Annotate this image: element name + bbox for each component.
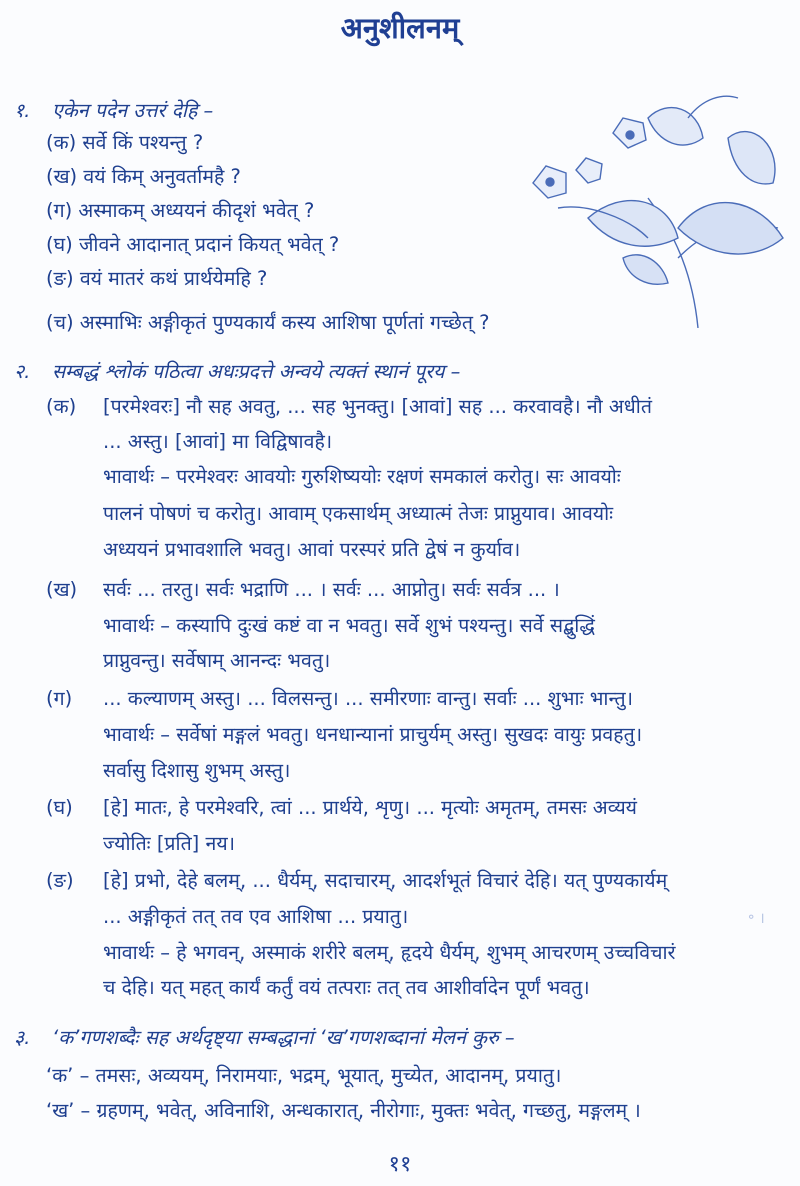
item-nga-label: (ङ) [46,869,74,892]
item-ka-line: [परमेश्वरः] नौ सह अवतु, ... सह भुनक्तु। [आवां] सह ... करवावहै। नौ अधीतं [103,395,652,418]
section-3-heading: ‘क’गणशब्दैः सह अर्थदृष्ट्या सम्बद्धानां ‘ख’गणशब्दानां मेलनं कुरु – [52,1026,515,1049]
item-ga-line: ... कल्याणम् अस्तु। ... विलसन्तु। ... समीरणाः वान्तु। सर्वाः ... शुभाः भान्तु। [103,687,633,710]
item-gha-line: [हे] मातः, हे परमेश्वरि, त्वां ... प्रार्थये, शृणु। ... मृत्योः अमृतम्, तमसः अव्ययं [103,796,637,819]
item-kha-line: प्राप्नुवन्तु। सर्वेषाम् आनन्दः भवतु। [103,649,331,672]
question-cha: (च) अस्माभिः अङ्गीकृतं पुण्यकार्यं कस्य आशिषा पूर्णतां गच्छेत् ? [46,311,490,334]
item-nga-line: भावार्थः – हे भगवन्, अस्माकं शरीरे बलम्, हृदये धैर्यम्, शुभम् आचरणम् उच्चविचारं [103,941,676,964]
item-kha-line: भावार्थः – कस्यापि दुःखं कष्टं वा न भवतु। सर्वे शुभं पश्यन्तु। सर्वे सद्बुद्धिं [103,614,595,637]
item-ka-line: ... अस्तु। [आवां] मा विद्विषावहै। [103,430,333,453]
page-title: अनुशीलनम् [340,11,460,45]
item-nga-line: ... अङ्गीकृतं तत् तव एव आशिषा ... प्रयातु। [103,905,409,928]
item-ga-line: सर्वासु दिशासु शुभम् अस्तु। [103,759,291,782]
item-ka-line: पालनं पोषणं च करोतु। आवाम् एकसार्थम् अध्यात्मं तेजः प्राप्नुयाव। आवयोः [103,502,614,525]
question-kha: (ख) वयं किम् अनुवर्तामहै ? [46,165,241,188]
item-nga-line: [हे] प्रभो, देहे बलम्, ... धैर्यम्, सदाचारम्, आदर्शभूतं विचारं देहि। यत् पुण्यकार्यम् [103,869,668,892]
question-ka: (क) सर्वे किं पश्यन्तु ? [46,131,204,154]
item-kha-label: (ख) [46,578,78,601]
section-3-number: ३. [14,1026,31,1049]
item-gha-line: ज्योतिः [प्रति] नय। [103,832,236,855]
item-ka-label: (क) [46,395,77,418]
flower-illustration [528,78,798,328]
page-number: ११ [388,1152,412,1177]
question-ga: (ग) अस्माकम् अध्ययनं कीदृशं भवेत् ? [46,199,315,222]
section-1-number: १. [14,99,31,122]
question-gha: (घ) जीवने आदानात् प्रदानं कियत् भवेत् ? [46,233,340,256]
item-gha-label: (घ) [46,796,73,819]
section-1-heading: एकेन पदेन उत्तरं देहि – [52,99,214,122]
item-nga-line: च देहि। यत् महत् कार्यं कर्तुं वयं तत्पराः तत् तव आशीर्वादेन पूर्णं भवतु। [103,976,590,999]
group-ka-row: ‘क’ – तमसः, अव्ययम्, निरामयाः, भद्रम्, भूयात्, मुच्येत, आदानम्, प्रयातु। [46,1064,562,1087]
item-ga-label: (ग) [46,687,73,710]
section-2-heading: सम्बद्धं श्लोकं पठित्वा अधःप्रदत्ते अन्वये त्यक्तं स्थानं पूरय – [52,360,461,383]
item-ka-line: अध्ययनं प्रभावशालि भवतु। आवां परस्परं प्रति द्वेषं न कुर्याव। [103,538,521,561]
item-kha-line: सर्वः ... तरतु। सर्वः भद्राणि ... । सर्वः ... आप्नोतु। सर्वः सर्वत्र ... । [103,578,560,601]
question-nga: (ङ) वयं मातरं कथं प्रार्थयेमहि ? [46,267,268,290]
group-kha-row: ‘ख’ – ग्रहणम्, भवेत्, अविनाशि, अन्धकारात्, नीरोगाः, मुक्तः भवेत्, गच्छतु, मङ्गलम् । [46,1099,641,1122]
section-2-number: २. [14,360,31,383]
item-ka-line: भावार्थः – परमेश्वरः आवयोः गुरुशिष्ययोः रक्षणं समकालं करोतु। सः आवयोः [103,465,621,488]
item-ga-line: भावार्थः – सर्वेषां मङ्गलं भवतु। धनधान्यानां प्राचुर्यम् अस्तु। सुखदः वायुः प्रवहतु। [103,723,643,746]
bleed-through-text: ॰ । [748,909,765,927]
